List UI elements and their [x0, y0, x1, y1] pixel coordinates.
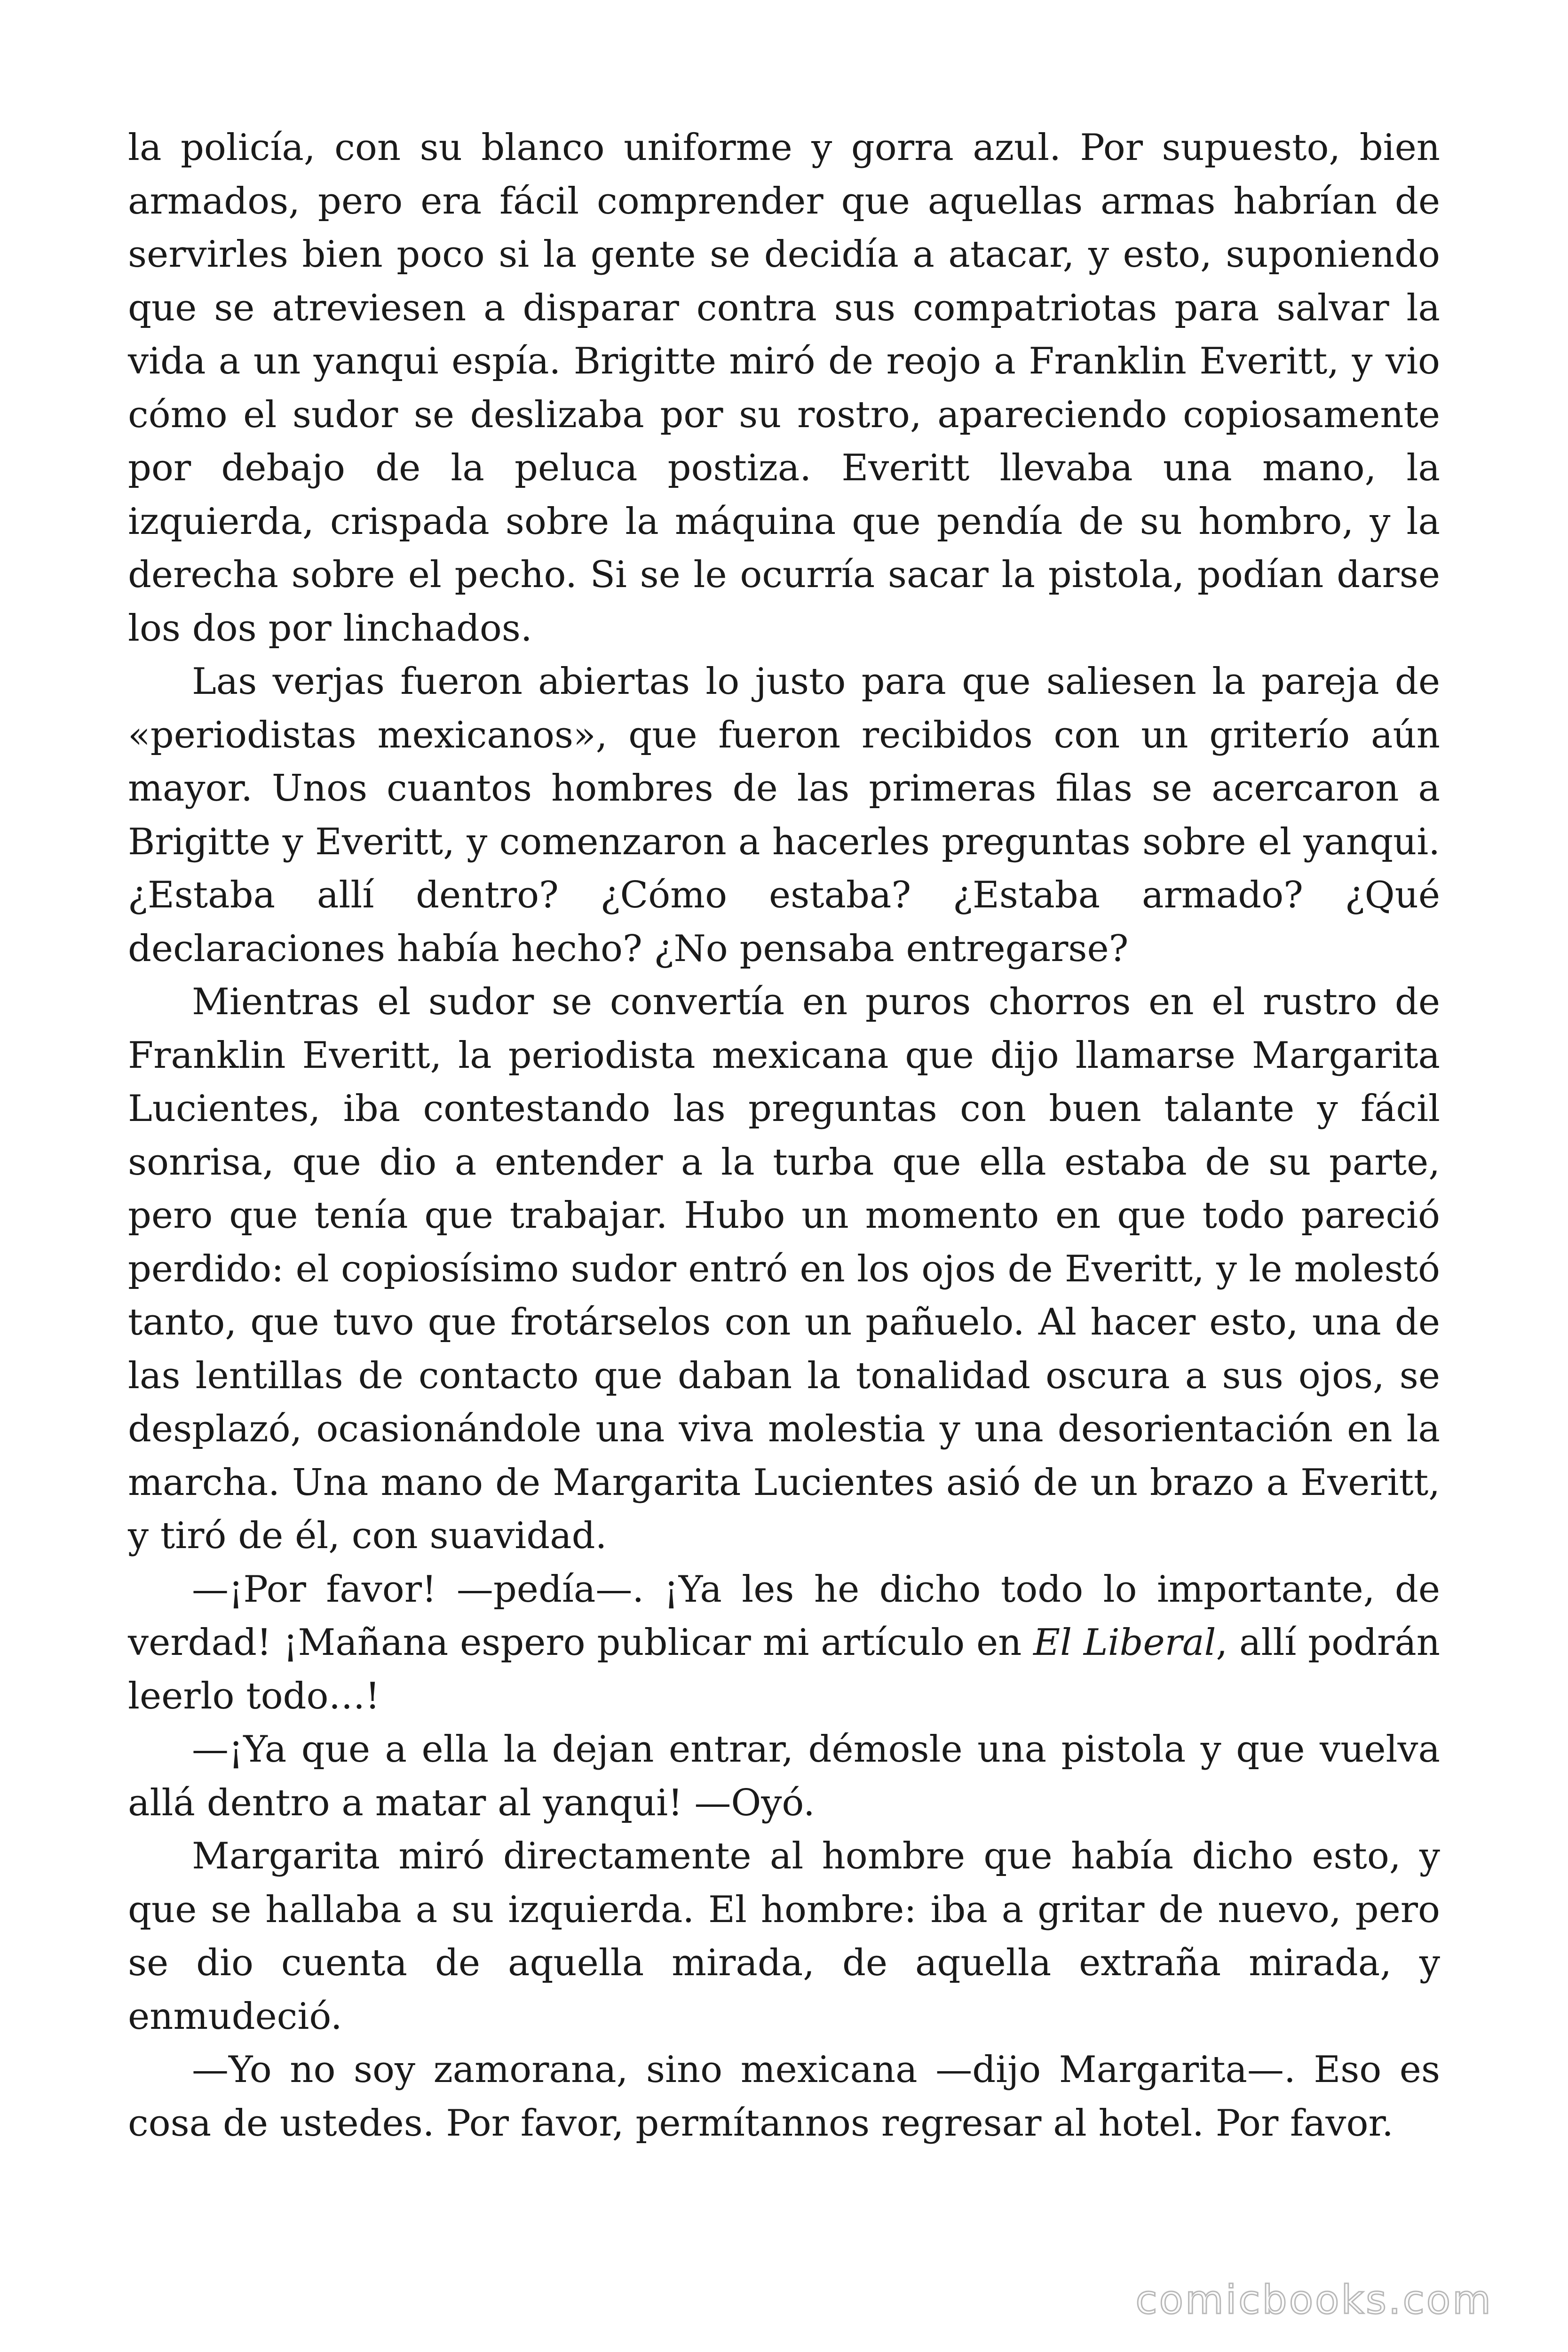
- paragraph-dialogue-zamorana: —Yo no soy zamorana, sino mexicana —dijo Margarita—. Eso es cosa de ustedes. Por favor, permítannos regresar al hotel. Por favor.: [128, 2049, 1440, 2145]
- paragraph-gates: Las verjas fueron abiertas lo justo para que saliesen la pareja de «periodistas mexicanos», que fueron recibidos con un griterío aún mayor. Unos cuantos hombres de las primeras filas se acercaron a Brigitte y Everitt, y comenzaron a hacerles preguntas sobre el yanqui. ¿Estaba allí dentro? ¿Cómo estaba? ¿Estaba armado? ¿Qué declaraciones había hecho? ¿No pensaba entregarse?: [128, 660, 1440, 970]
- paragraph-sweat: Mientras el sudor se convertía en puros chorros en el rustro de Franklin Everitt, la periodista mexicana que dijo llamarse Margarita Lucientes, iba contestando las preguntas con buen talante y fácil sonrisa, que dio a entender a la turba que ella estaba de su parte, pero que tenía que trabajar. Hubo un momento en que todo pareció perdido: el copiosísimo sudor entró en los ojos de Everitt, y le molestó tanto, que tuvo que frotárselos con un pañuelo. Al hacer esto, una de las lentillas de contacto que daban la tonalidad oscura a sus ojos, se desplazó, ocasionándole una viva molestia y una desorientación en la marcha. Una mano de Margarita Lucientes asió de un brazo a Everitt, y tiró de él, con suavidad.: [128, 981, 1440, 1557]
- dialogue-text-end: , allí podrán leerlo todo…!: [128, 1621, 1440, 1717]
- body-text: [128, 121, 1440, 2150]
- paragraph-dialogue-pistola: —¡Ya que a ella la dejan entrar, démosle una pistola y que vuelva allá dentro a matar al yanqui! —Oyó.: [128, 1728, 1440, 1824]
- paragraph-margarita-look: Margarita miró directamente al hombre que había dicho esto, y que se hallaba a su izquierda. El hombre: iba a gritar de nuevo, pero se dio cuenta de aquella mirada, de aquella extraña mirada, y enmudeció.: [128, 1835, 1440, 2038]
- paragraph-continuation: la policía, con su blanco uniforme y gorra azul. Por supuesto, bien armados, pero era fácil comprender que aquellas armas habrían de servirles bien poco si la gente se decidía a atacar, y esto, suponiendo que se atreviesen a disparar contra sus compatriotas para salvar la vida a un yanqui espía. Brigitte miró de reojo a Franklin Everitt, y vio cómo el sudor se deslizaba por su rostro, apareciendo copiosamente por debajo de la peluca postiza. Everitt llevaba una mano, la izquierda, crispada sobre la máquina que pendía de su hombro, y la derecha sobre el pecho. Si se le ocurría sacar la pistola, podían darse los dos por linchados.: [128, 127, 1440, 650]
- paragraph-dialogue-por-favor: [128, 1563, 1440, 1724]
- watermark-logo: comicbooks.com: [1135, 2277, 1493, 2323]
- dialogue-text-start: —¡Por favor! —pedía—. ¡Ya les he dicho todo lo importante, de verdad! ¡Mañana espero publicar mi artículo en: [128, 1568, 1440, 1664]
- newspaper-title: El Liberal: [1033, 1621, 1216, 1664]
